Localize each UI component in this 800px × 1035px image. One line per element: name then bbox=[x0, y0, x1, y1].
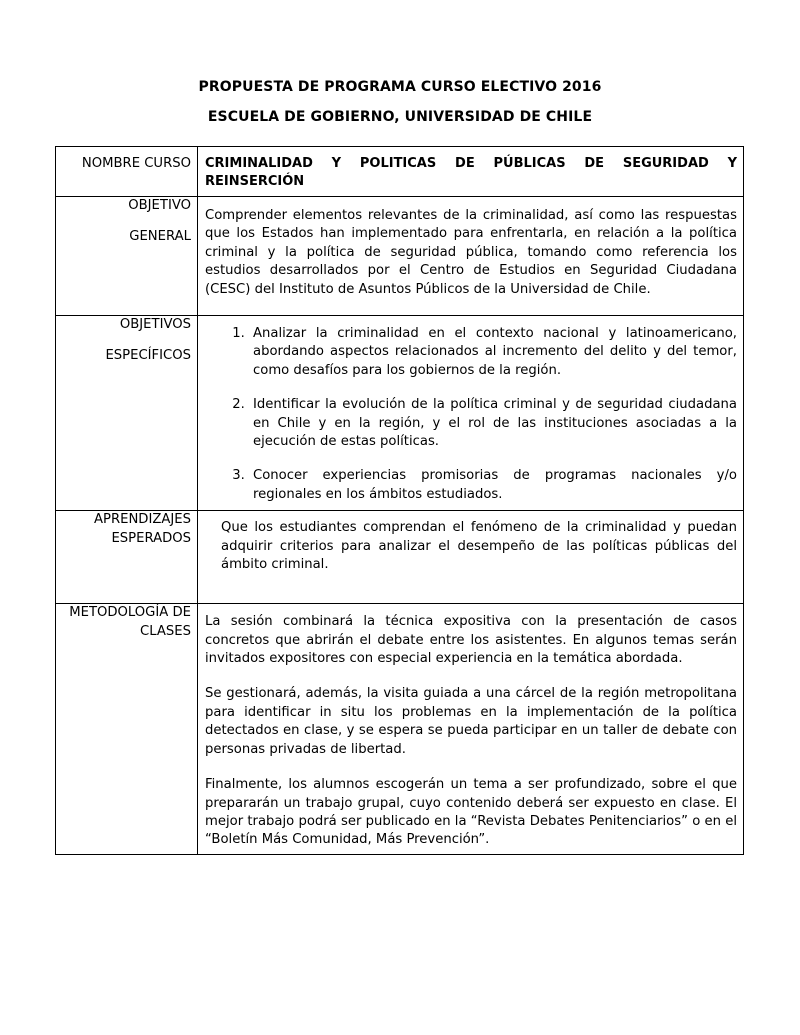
objetivos-especificos-label bbox=[56, 316, 198, 511]
list-item: 3. Conocer experiencias promisorias de programas nacionales y/o regionales en los ámbitos estudiados. bbox=[249, 467, 737, 504]
metodologia-paragraphs bbox=[205, 604, 737, 849]
objetivo-general-label-line2: GENERAL bbox=[129, 229, 191, 245]
document-subtitle: ESCUELA DE GOBIERNO, UNIVERSIDAD DE CHILE bbox=[207, 109, 593, 125]
nombre-curso-value: CRIMINALIDAD Y POLITICAS DE PÚBLICAS DE SEGURIDAD Y REINSERCIÓN bbox=[198, 147, 744, 197]
objetivo-general-label-line1: OBJETIVO bbox=[128, 198, 191, 213]
metodologia-label-line2: CLASES bbox=[140, 623, 191, 639]
aprendizajes-label bbox=[56, 511, 198, 604]
metodologia-paragraph: La sesión combinará la técnica expositiva con la presentación de casos concretos que abrirán el debate entre los asistentes. En algunos temas serán invitados expositores con especial experiencia en la temática abordada. bbox=[205, 614, 737, 667]
aprendizajes-content bbox=[198, 511, 744, 604]
metodologia-label-line1: METODOLOGÍA DE bbox=[69, 605, 191, 621]
list-item: 1. Analizar la criminalidad en el contexto nacional y latinoamericano, abordando aspectos relacionados al incremento del delito y del temor, como desafíos para los gobiernos de la región. bbox=[249, 325, 737, 380]
table-row-objetivos-especificos bbox=[56, 316, 744, 511]
objetivos-especificos-content bbox=[198, 316, 744, 511]
metodologia-paragraph: Finalmente, los alumnos escogerán un tema a ser profundizado, sobre el que prepararán un trabajo grupal, cuyo contenido deberá ser expuesto en clase. El mejor trabajo podrá ser publicado en la “Revista Debates Penitenciarios” o en el “Boletín Más Comunidad, Más Prevención”. bbox=[205, 777, 737, 848]
course-program-table bbox=[55, 146, 744, 855]
objetivos-especificos-label-line2: ESPECÍFICOS bbox=[105, 348, 191, 364]
list-item: 2. Identificar la evolución de la política criminal y de seguridad ciudadana en Chile y en la región, y el rol de las instituciones asociadas a la ejecución de estas políticas. bbox=[249, 396, 737, 451]
objetivo-general-label bbox=[56, 197, 198, 316]
table-row-metodologia bbox=[56, 604, 744, 854]
nombre-curso-label: NOMBRE CURSO bbox=[56, 147, 198, 197]
objetivos-especificos-label-line1: OBJETIVOS bbox=[119, 317, 191, 332]
table-row-aprendizajes bbox=[56, 511, 744, 604]
objetivos-list bbox=[205, 325, 737, 504]
aprendizajes-value: Que los estudiantes comprendan el fenómeno de la criminalidad y puedan adquirir criterios para analizar el desempeño de las políticas públicas del ámbito criminal. bbox=[221, 520, 737, 573]
metodologia-content bbox=[198, 604, 744, 854]
objetivo-general-value: Comprender elementos relevantes de la criminalidad, así como las respuestas que los Estados han implementado para enfrentarla, en relación a la política criminal y la política de seguridad pública, tomando como referencia los estudios desarrollados por el Centro de Estudios en Seguridad Ciudadana (CESC) del Instituto de Asuntos Públicos de la Universidad de Chile. bbox=[198, 197, 744, 316]
metodologia-paragraph: Se gestionará, además, la visita guiada a una cárcel de la región metropolitana para identificar in situ los problemas en la implementación de la política detectados en clase, y se espera se pueda participar en un taller de debate con personas privadas de libertad. bbox=[205, 686, 737, 757]
table-row-nombre-curso bbox=[56, 147, 744, 197]
aprendizajes-label-line1: APRENDIZAJES bbox=[93, 512, 191, 528]
table-row-objetivo-general bbox=[56, 197, 744, 316]
document-title: PROPUESTA DE PROGRAMA CURSO ELECTIVO 2016 bbox=[198, 79, 602, 95]
aprendizajes-label-line2: ESPERADOS bbox=[111, 530, 191, 546]
metodologia-label bbox=[56, 604, 198, 854]
